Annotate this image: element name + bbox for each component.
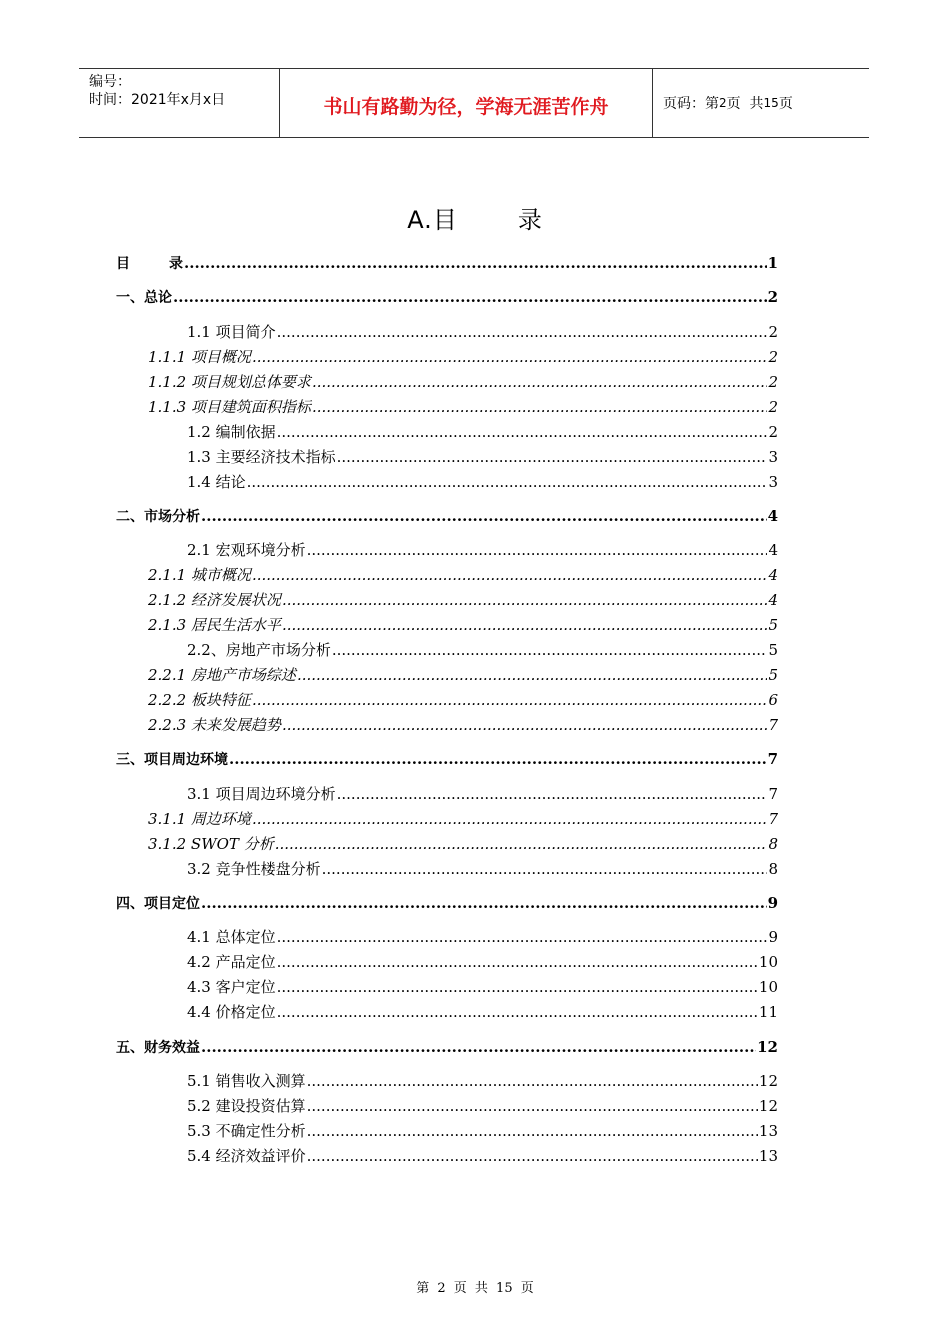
header-page-mid: 页 共 [726,96,764,112]
toc-entry-page: 8 [768,835,778,853]
toc-entry-label: 目 录 [116,256,183,272]
toc-entry-page: 5 [768,641,778,659]
toc-entry-leader [277,977,758,997]
toc-entry[interactable] [187,322,778,342]
toc-entry-leader [337,784,768,804]
toc-entry[interactable] [116,287,778,307]
toc-entry-page: 6 [768,691,778,709]
toc-entry[interactable] [116,1037,778,1057]
toc-entry-label: 3.1.1 周边环境 [148,810,251,828]
toc-entry[interactable] [187,952,778,972]
toc-entry[interactable] [187,927,778,947]
toc-entry-page: 2 [768,348,778,366]
toc-entry-leader [252,565,768,585]
toc-entry[interactable] [187,472,778,492]
toc-entry[interactable] [116,506,778,526]
toc-entry-leader [307,1071,758,1091]
toc-entry[interactable] [187,784,778,804]
toc-entry-label: 2.2、房地产市场分析 [187,641,331,659]
toc-entry-label: 五、财务效益 [116,1040,200,1056]
toc-entry-leader [277,1002,758,1022]
toc-entry[interactable] [148,565,778,585]
title-suffix: 录 [517,206,543,234]
toc-entry-page: 9 [768,928,778,946]
header-page-label: 页码：第 [663,96,719,112]
toc-entry-leader [282,715,768,735]
toc-entry-leader [322,859,768,879]
toc-entry-page: 4 [767,507,778,525]
header-page-num: 2 [719,96,727,110]
toc-entry-label: 1.1.1 项目概况 [148,348,251,366]
toc-entry-label: 4.1 总体定位 [187,928,276,946]
toc-entry[interactable] [116,253,778,273]
toc-entry[interactable] [148,715,778,735]
toc-entry[interactable] [187,640,778,660]
toc-entry-label: 5.1 销售收入测算 [187,1072,306,1090]
toc-entry[interactable] [187,1121,778,1141]
toc-entry-page: 3 [768,448,778,466]
header-time: 时间：2021年x月x日 [89,92,226,108]
toc-entry-leader [201,893,767,913]
page-header [79,68,869,138]
toc-entry-leader [277,422,768,442]
toc-entry-label: 一、总论 [116,290,172,306]
toc-entry-label: 2.2.2 板块特征 [148,691,251,709]
toc-entry-page: 2 [768,373,778,391]
toc-entry[interactable] [148,809,778,829]
toc-entry-page: 2 [768,323,778,341]
toc-entry-page: 5 [768,666,778,684]
toc-entry-leader [252,690,768,710]
toc-entry-leader [282,590,768,610]
header-page-info [653,69,869,137]
toc-entry-label: 2.1 宏观环境分析 [187,541,306,559]
toc-entry-page: 12 [758,1097,778,1115]
toc-entry-leader [297,665,768,685]
toc-entry-label: 1.1.3 项目建筑面积指标 [148,398,311,416]
toc-entry-page: 8 [768,860,778,878]
toc-entry-label: 5.4 经济效益评价 [187,1147,306,1165]
toc-entry-label: 4.4 价格定位 [187,1003,276,1021]
toc-entry[interactable] [187,1002,778,1022]
toc-entry-leader [312,397,768,417]
toc-entry-page: 12 [758,1072,778,1090]
header-page-end: 页 [778,96,793,112]
toc-entry-page: 9 [767,894,778,912]
toc-entry[interactable] [116,893,778,913]
toc-entry-page: 7 [768,716,778,734]
toc-entry[interactable] [148,590,778,610]
toc-entry-label: 三、项目周边环境 [116,752,228,768]
toc-entry-page: 1 [767,254,778,272]
toc-entry-leader [312,372,768,392]
toc-entry-page: 2 [768,398,778,416]
toc-entry-label: 4.2 产品定位 [187,953,276,971]
toc-entry-leader [201,1037,756,1057]
toc-entry[interactable] [148,834,778,854]
toc-entry-label: 5.2 建设投资估算 [187,1097,306,1115]
toc-entry-leader [277,952,758,972]
toc-entry-page: 4 [768,591,778,609]
toc-entry-leader [275,834,768,854]
document-title [0,200,950,235]
toc-entry-page: 3 [768,473,778,491]
toc-entry[interactable] [187,1146,778,1166]
toc-entry-page: 11 [758,1003,778,1021]
toc-entry-label: 4.3 客户定位 [187,978,276,996]
toc-entry-leader [332,640,768,660]
toc-entry-leader [277,322,768,342]
toc-entry-page: 7 [767,750,778,768]
toc-entry-page: 12 [757,1038,778,1056]
toc-entry-page: 4 [768,541,778,559]
toc-entry-label: 四、项目定位 [116,896,200,912]
toc-entry[interactable] [187,422,778,442]
toc-entry[interactable] [148,615,778,635]
header-meta [79,69,280,137]
toc-entry-page: 10 [758,953,778,971]
toc-entry[interactable] [148,397,778,417]
toc-entry[interactable] [148,372,778,392]
toc-entry-page: 5 [768,616,778,634]
toc-entry[interactable] [187,859,778,879]
toc-entry-page: 7 [768,785,778,803]
toc-entry-leader [307,1096,758,1116]
toc-entry-leader [229,749,767,769]
toc-entry[interactable] [148,347,778,367]
toc-entry-leader [307,540,768,560]
toc-entry-label: 5.3 不确定性分析 [187,1122,306,1140]
toc-entry-page: 2 [768,423,778,441]
toc-entry-label: 2.1.2 经济发展状况 [148,591,281,609]
toc-entry-page: 7 [768,810,778,828]
toc-entry-leader [252,347,768,367]
toc-entry-label: 2.1.1 城市概况 [148,566,251,584]
toc-entry-leader [307,1121,758,1141]
toc-entry-page: 4 [768,566,778,584]
toc-entry-leader [173,287,767,307]
toc-entry-label: 1.1.2 项目规划总体要求 [148,373,311,391]
toc-entry-leader [277,927,768,947]
toc-entry-leader [252,809,768,829]
toc-entry-page: 13 [758,1147,778,1165]
toc-entry-label: 1.2 编制依据 [187,423,276,441]
toc-entry[interactable] [148,665,778,685]
toc-entry-page: 10 [758,978,778,996]
toc-entry-label: 二、市场分析 [116,509,200,525]
page-footer: 第 2 页 共 15 页 [416,1281,534,1296]
toc-entry-page: 13 [758,1122,778,1140]
toc-entry[interactable] [148,690,778,710]
toc-entry[interactable] [187,977,778,997]
toc-entry-label: 2.2.3 未来发展趋势 [148,716,281,734]
toc-entry-label: 2.2.1 房地产市场综述 [148,666,296,684]
toc-entry-label: 3.2 竞争性楼盘分析 [187,860,321,878]
toc-entry-page: 2 [767,288,778,306]
toc-entry-label: 1.1 项目简介 [187,323,276,341]
header-page-total: 15 [763,96,779,110]
header-motto: 书山有路勤为径，学海无涯苦作舟 [280,69,653,137]
toc-entry-label: 1.3 主要经济技术指标 [187,448,336,466]
toc-entry[interactable] [187,1071,778,1091]
title-prefix: A.目 [407,206,458,234]
toc-entry-leader [184,253,767,273]
toc-entry-label: 3.1.2 SWOT 分析 [148,835,274,853]
header-number: 编号： [89,74,131,90]
toc-entry-label: 1.4 结论 [187,473,246,491]
toc-entry-label: 2.1.3 居民生活水平 [148,616,281,634]
toc-entry[interactable] [187,1096,778,1116]
toc-entry-label: 3.1 项目周边环境分析 [187,785,336,803]
toc-entry-leader [337,447,768,467]
toc-entry-leader [201,506,767,526]
toc-entry-leader [282,615,768,635]
toc-entry[interactable] [187,540,778,560]
toc-entry-leader [247,472,768,492]
toc-entry[interactable] [187,447,778,467]
toc-entry[interactable] [116,749,778,769]
toc-entry-leader [307,1146,758,1166]
